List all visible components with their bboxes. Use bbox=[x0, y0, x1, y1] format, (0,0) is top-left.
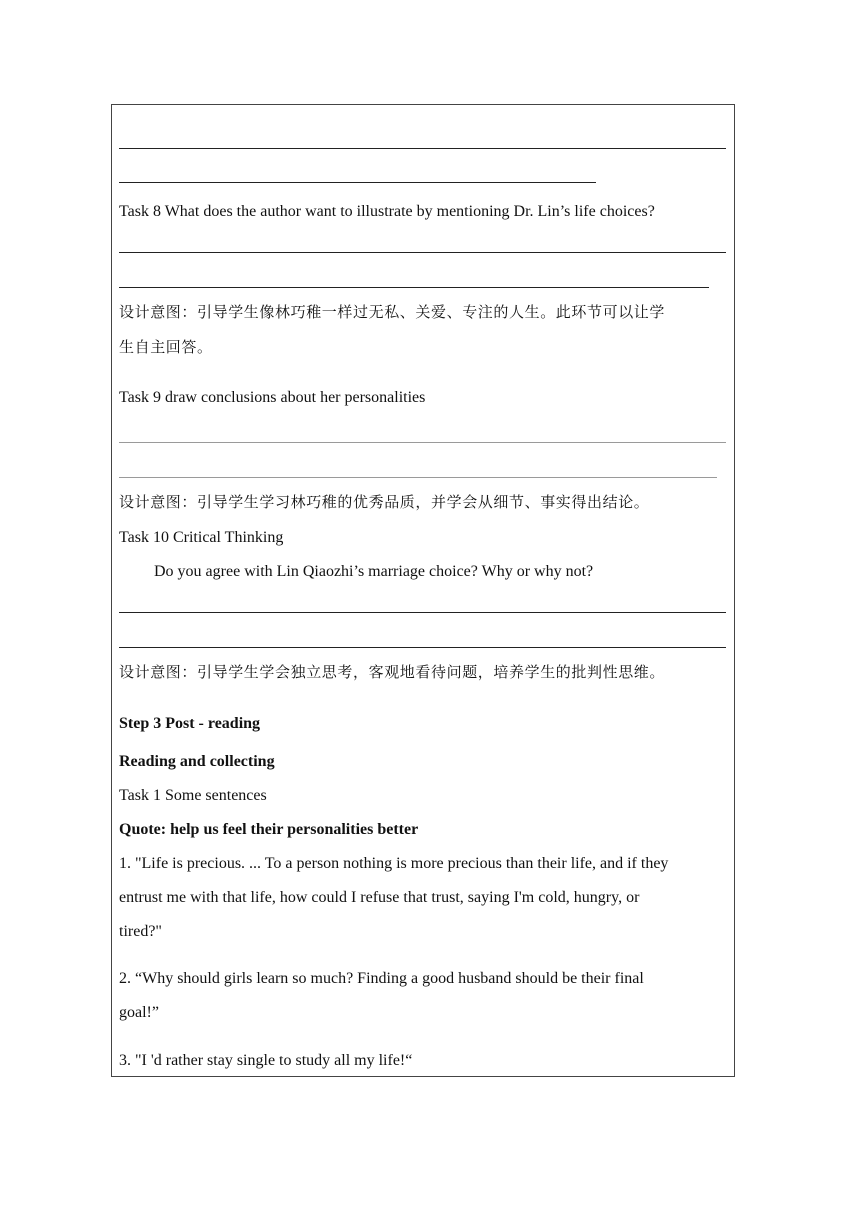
quote-1-line3: tired?" bbox=[119, 923, 162, 940]
answer-line bbox=[119, 182, 596, 183]
answer-line bbox=[119, 442, 726, 443]
answer-line bbox=[119, 287, 709, 288]
quote-heading: Quote: help us feel their personalities better bbox=[119, 821, 419, 838]
answer-line bbox=[119, 647, 726, 648]
task9-design-intent: 设计意图：引导学生学习林巧稚的优秀品质，并学会从细节、事实得出结论。 bbox=[119, 493, 650, 511]
quote-1-line2: entrust me with that life, how could I refuse that trust, saying I'm cold, hungry, or bbox=[119, 889, 640, 906]
task10-title: Task 10 Critical Thinking bbox=[119, 529, 284, 546]
task10-question: Do you agree with Lin Qiaozhi’s marriage choice? Why or why not? bbox=[154, 563, 594, 580]
quote-2-line2: goal!” bbox=[119, 1004, 159, 1021]
table-cell-border bbox=[111, 104, 735, 1077]
quote-1-line1: 1. "Life is precious. ... To a person nothing is more precious than their life, and if they bbox=[119, 855, 669, 872]
task9-prompt: Task 9 draw conclusions about her personalities bbox=[119, 389, 426, 406]
answer-line bbox=[119, 477, 717, 478]
task8-design-intent-cont: 生自主回答。 bbox=[119, 338, 213, 356]
task8-prompt: Task 8 What does the author want to illustrate by mentioning Dr. Lin’s life choices? bbox=[119, 203, 655, 220]
task8-design-intent: 设计意图：引导学生像林巧稚一样过无私、关爱、专注的人生。此环节可以让学 bbox=[119, 303, 666, 321]
step3-heading: Step 3 Post - reading bbox=[119, 715, 261, 732]
quote-3-line1: 3. "I 'd rather stay single to study all my life!“ bbox=[119, 1052, 413, 1069]
answer-line bbox=[119, 612, 726, 613]
step3-subheading: Reading and collecting bbox=[119, 753, 275, 770]
answer-line bbox=[119, 148, 726, 149]
task10-design-intent: 设计意图：引导学生学会独立思考，客观地看待问题，培养学生的批判性思维。 bbox=[119, 663, 666, 681]
step3-task1: Task 1 Some sentences bbox=[119, 787, 267, 804]
quote-2-line1: 2. “Why should girls learn so much? Finding a good husband should be their final bbox=[119, 970, 644, 987]
answer-line bbox=[119, 252, 726, 253]
